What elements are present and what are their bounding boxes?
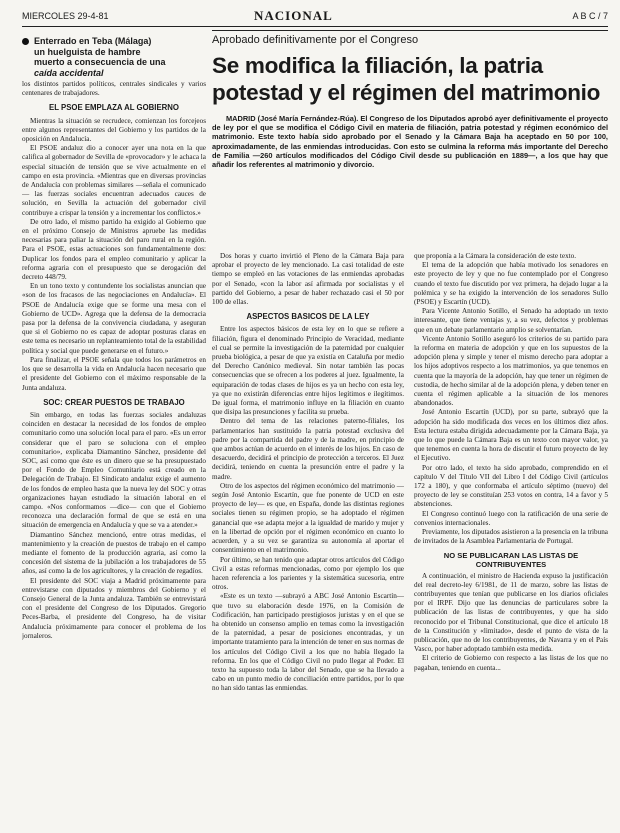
paragraph: José Antonio Escartín (UCD), por su parte, subrayó que la adopción ha sido modificada dos veces en los últimos diez años. Esta lectura estaba dirigida adecuadamente por la Cámara Baja, ya que lo que puede la Cámara Baja es un texto con mayor valor, ya que tenemos en cuenta la hora de discutir el futuro proyecto de ley el Ejecutivo.: [414, 408, 608, 463]
paragraph: Dos horas y cuarto invirtió el Pleno de la Cámara Baja para aprobar el proyecto de ley mencionado. La casi totalidad de este tiempo se empleó en las votaciones de las enmiendas aprobadas por el Senado, «con la labor así afirmada por socialistas y el partido del Gobierno, a pesar de haber rechazado casi el 50 por 100 de ellas.: [212, 252, 404, 307]
article-lead: [212, 114, 608, 169]
paragraph: El presidente del SOC viaja a Madrid próximamente para entrevistarse con diputados y miembros del Gobierno y el Consejo General de la Junta andaluza. También se entrevistará con el presidente del Congreso de los Diputados. Gregorio Peces-Barba, el presidente del Congreso, ha de visitar Andalucía próximamente para conocer el problema de los jornaleros.: [22, 576, 206, 640]
paragraph: Vicente Antonio Sotillo aseguró los criterios de su partido para la reforma en materia de adopción y que en los supuestos de la adopción plena y simple y tener el mismo derecho para adoptar a los hijos adoptivos respecto a los matrimonios, ya que tenemos en cuenta que la mayoría de la adopción, hay que tener un régimen de custodia, de hecho similar al de la adopción plena, y deben tener en cuenta el régimen aplicable a la situación de los menores abandonados.: [414, 334, 608, 408]
bullet-icon: [22, 38, 29, 45]
paragraph: Otro de los aspectos del régimen económico del matrimonio —según José Antonio Escartín, que fue ponente de UCD en este proyecto de ley— es que, en España, donde las distintas regiones sociales tienen su régimen propio, se ha adoptado el régimen ganancial que «se adapta mejor a la igualdad de marido y mujer y en la libertad de opción por el régimen económico en cuanto lo acuerden, y a su vez se garantiza su autonomía al aportar el consentimiento en el matrimonio.: [212, 481, 404, 555]
paragraph: El PSOE andaluz dio a conocer ayer una nota en la que califica al gobernador de Sevilla de «provocador» y le achaca la especial situación de tensión que se vive actualmente en el campo en esta provincia. «Mientras que en diversas provincias de Andalucía con problemas similares —señala el comunicado— las fuerzas sociales encuentran adecuados cauces de solución, en Sevilla la actuación del gobernador civil contribuye a crispar la tensión y a incrementar los conflictos.»: [22, 144, 206, 217]
paragraph: De otro lado, el mismo partido ha exigido al Gobierno que en el próximo Consejo de Ministros apruebe las medidas necesarias para paliar la situación del paro rural en la región. Para el PSOE, estas actuaciones son fundamentalmente dos: Duplicar los fondos para el empleo comunitario y aplicar la reforma agraria con el presupuesto que se derogación del decreto 448/79.: [22, 217, 206, 282]
article-column-1: [212, 252, 404, 830]
issue-date: MIERCOLES 29-4-81: [22, 11, 109, 21]
headline-line: Se modifica la filiación, la patria: [212, 53, 543, 78]
article-column-2: [414, 252, 608, 830]
paragraph: Para Vicente Antonio Sotillo, el Senado ha adoptado un texto interesante, que tiene ventajas y, a su vez, defectos y problemas que en un debate parlamentario amplio se solventarían.: [414, 307, 608, 334]
subheading: ASPECTOS BASICOS DE LA LEY: [246, 312, 370, 322]
paragraph: El Congreso continuó luego con la ratificación de una serie de convenios internacionales.: [414, 509, 608, 527]
subheading: EL PSOE EMPLAZA AL GOBIERNO: [49, 103, 179, 113]
paragraph: Para finalizar, el PSOE señala que todos los parámetros en los que se desarrolla la vida en Andalucía hacen necesario que el presidente del Gobierno con el máximo responsable de la Junta andaluza.: [22, 355, 206, 392]
brief-headline: [22, 36, 206, 78]
article-headline: [212, 52, 608, 106]
lead-paragraph: MADRID (José María Fernández-Rúa). El Congreso de los Diputados aprobó ayer definitivamente el proyecto de ley por el que se modifica el Código Civil en materia de filiación, patria potestad y régimen económico del matrimonio. Este texto había sido aprobado por el Senado y la Cámara Baja ha aceptado en 50 por 100, aproximadamente, de las enmiendas introducidas. Con esto se culmina la reforma más importante del Derecho de Familia —260 artículos modificados del Código Civil desde su publicación en 1889—, a los que hay que añadir los referentes al matrimonio y divorcio.: [212, 114, 608, 170]
subheading: NO SE PUBLICARAN LAS LISTAS DE CONTRIBUYENTES: [443, 550, 579, 569]
paragraph: Por último, se han tenido que adaptar otros artículos del Código Civil a estas reformas mencionadas, como por ejemplo los que hacen referencia a los parientes y la sistemática sucesoria, entre otros.: [212, 555, 404, 592]
left-column: [22, 30, 206, 828]
brief-line: Enterrado en Teba (Málaga): [34, 36, 152, 46]
main-article: [212, 30, 608, 169]
paragraph: A continuación, el ministro de Hacienda expuso la justificación del real decreto-ley 6/1981, de 11 de marzo, sobre las listas de contribuyentes que tenían que publicarse en los diarios oficiales por el IRPF. Dijo que las denuncias de particulares sobre la publicación de las listas de contribuyentes, y que ha sido reconocido por el Tribunal Constitucional, que dice el artículo 18 de la Constitución y «limitado», desde el punto de vista de la publicación, que no de los contribuyentes, de Navarra y en el País Vasco, por haber adoptado también esta medida.: [414, 571, 608, 654]
paragraph: Por otro lado, el texto ha sido aprobado, comprendido en el capítulo V del Título VII del Libro I del Código Civil (artículos 172 a 180), y que conformaba el artículo séptimo (nuevo) del proyecto de ley se constituían 253 votos en contra, 14 a favor y 5 abstenciones.: [414, 463, 608, 509]
page-header: [22, 8, 608, 24]
paragraph: que proponía a la Cámara la consideración de este texto.: [414, 252, 577, 260]
brief-line: caída accidental: [34, 67, 104, 78]
paragraph: Entre los aspectos básicos de esta ley en lo que se refiere a filiación, figura el denominado Principio de Veracidad, mediante el cual se permite la investigación de la paternidad por cualquier prueba biológica, a pesar de que ya existía en Cataluña por medio del Derecho Canónico medieval. Sin notar también las pocas consecuencias que se ofrecen a los poderes al juez. Igualmente, la equiparación de todas clases de hijos es ya un hecho con esta ley, ya que no existirán diferencias entre hijos legítimos e ilegítimos. De igual forma, el matrimonio influye en la filiación en cuanto que disipa las presunciones y facilita su prueba.: [212, 325, 404, 417]
section-title: NACIONAL: [254, 8, 333, 23]
paragraph: Sin embargo, en todas las fuerzas sociales andaluzas coinciden en destacar la necesidad de los fondos de empleo comunitario como una solución local para el paro. «Es un error considerar que el paro se soluciona con el empleo comunitario», explicaba Diamantino Sánchez, presidente del SOC, así como que éste es un dinero que se ha presupuestado por el Fondo de Empleo Comunitario está creado en la Delegación de Trabajo. El Sindicato andaluz exige el aumento de los fondos de empleo hasta que la nueva ley del SOC y otras organizaciones hayan estudiado la situación laboral en el campo. «Nos conformamos —dice— con que el Gobierno reconozca una declaración formal de que se está en una situación de emergencia en Andalucía y que se va a atender.»: [22, 410, 206, 530]
header-rule: [22, 26, 608, 27]
paragraph: «Este es un texto —subrayó a ABC José Antonio Escartín— que tuvo su elaboración desde 1976, en la Comisión de Codificación, han participado prestigiosos juristas y en el que se ha obtenido un consenso amplio en temas como la investigación de la paternidad, a pesar de posiciones encontradas, y un importante tratamiento para la intención de tener en sus normas de los artículos del Código Civil a los que no había llegado la reforma. En los que el Código Civil no pudo llegar al Poder. El texto ha supuesto toda la labor del Senado, que se ha llevado a cabo en un punto medio de conciliación entre partidos, por lo que no han sido tantas las enmiendas.: [212, 592, 404, 693]
subheading: SOC: CREAR PUESTOS DE TRABAJO: [43, 397, 185, 407]
paragraph: Dentro del tema de las relaciones paterno-filiales, los parlamentarios han sustituido la patria potestad exclusiva del padre por la compartida del padre y de la madre, en principio de que ambos actúan de acuerdo en el interés de los hijos. En caso de desacuerdo, decidirá el principio de protección a terceros. El Juez decidirá, teniendo en cuenta la presunción entre el padre y la madre.: [212, 417, 404, 481]
brief-line: muerto a consecuencia de una: [34, 57, 166, 67]
article-kicker: Aprobado definitivamente por el Congreso: [212, 30, 608, 46]
paragraph: Diamantino Sánchez mencionó, entre otras medidas, el mantenimiento y la creación de puestos de trabajo en el campo mediante el fomento de la producción agraria, así como la concesión del sistema de la jubilación a los trabajadores de 55 años, así como la de los agricultores, y la creación de regadíos.: [22, 530, 206, 576]
headline-line: potestad y el régimen del matrimonio: [212, 80, 601, 105]
page-number: A B C / 7: [572, 11, 608, 21]
paragraph: El tema de la adopción que había motivado los senadores en este proyecto de ley y que no fue contemplado por el Congreso cuando el texto fue discutido por vez primera, ha dejado lugar a la polémica y se ha exigido la intervención de los senadores Sullo (PSOE) y Escartín (UCD).: [414, 261, 608, 307]
paragraph: Mientras la situación se recrudece, comienzan los forcejeos entre algunos representantes del Gobierno y los partidos de la oposición en Andalucía.: [22, 116, 206, 144]
paragraph: En un tono texto y contundente los socialistas anuncian que «son de los fracasos de las negociaciones en Andalucía». El PSOE de Andalucía exige que se forme una mesa con el Gobierno de UCD». Agrega que la defensa de la democracia pasa por la defensa de la convivencia ciudadana, y aseguran que si el Gobierno no es capaz de adoptar posturas claras en este tema es necesario un replanteamiento total de la estabilidad política y social que puede generarse en el futuro.»: [22, 282, 206, 355]
paragraph: El criterio de Gobierno con respecto a las listas de los que no pagaban, teniendo en cuenta...: [414, 654, 608, 672]
paragraph: los distintos partidos políticos, centrales sindicales y varios centenares de trabajadores.: [22, 80, 206, 98]
paragraph: Previamente, los diputados asistieron a la presencia en la tribuna de invitados de la Asamblea Parlamentaria de Portugal.: [414, 528, 608, 546]
brief-line: un huelguista de hambre: [34, 46, 141, 57]
